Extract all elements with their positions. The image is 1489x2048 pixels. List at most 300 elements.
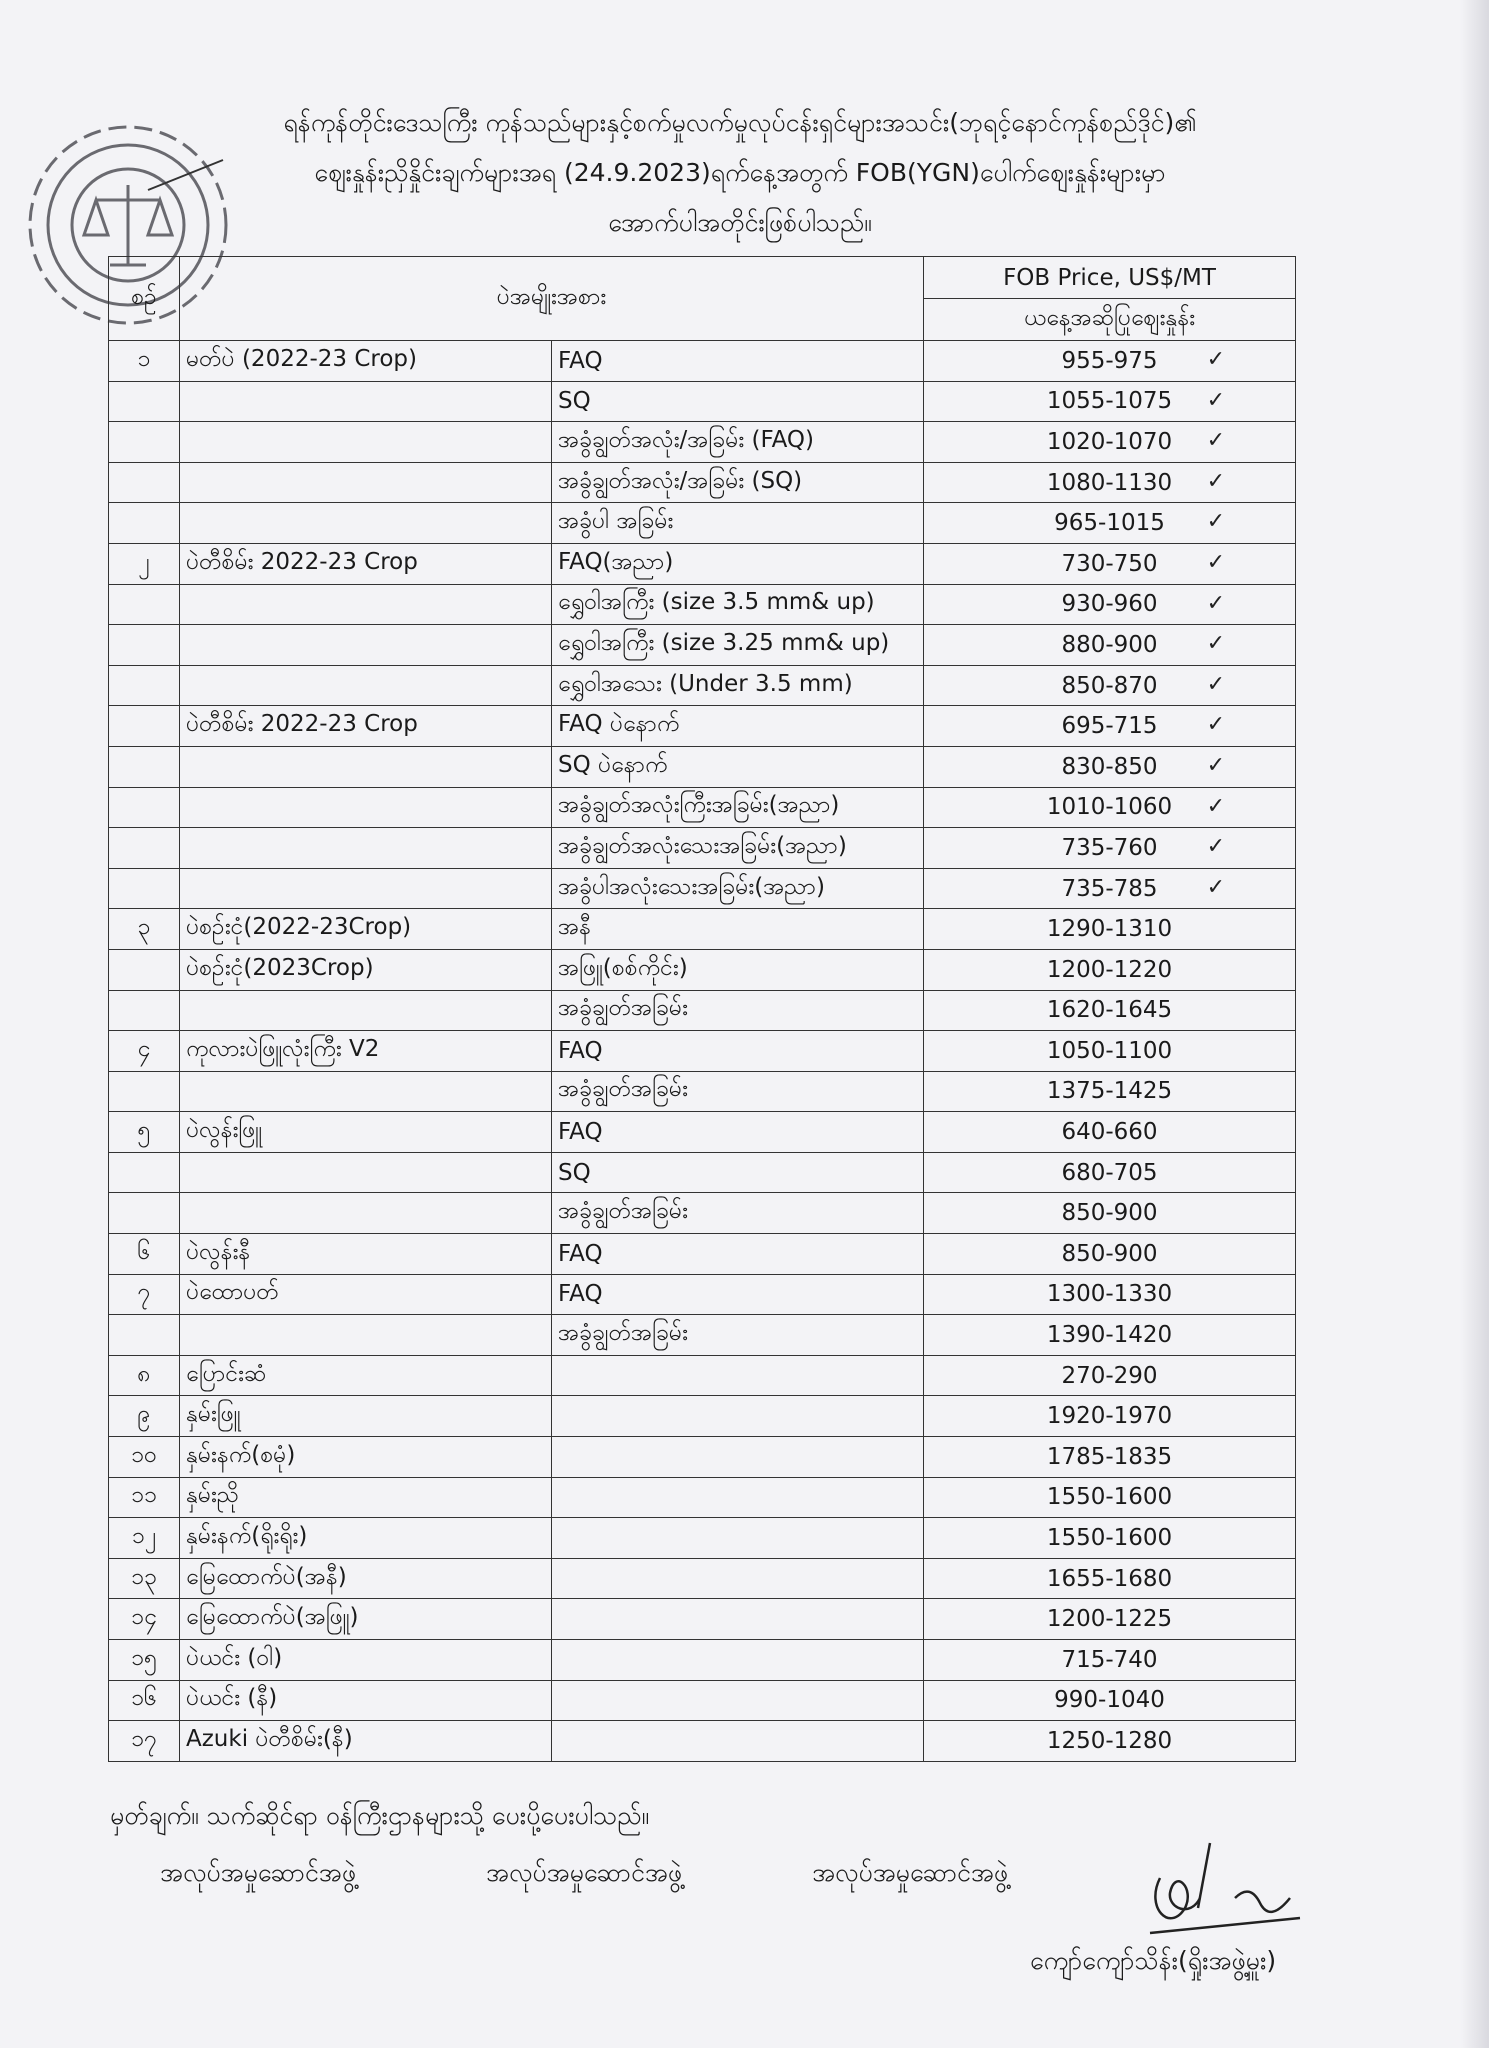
item-price-text: 1055-1075: [1046, 388, 1173, 415]
row-number: [109, 1437, 180, 1478]
item-grade-text: FAQ ပဲနောက်: [558, 711, 680, 738]
item-name: [180, 1558, 552, 1599]
item-grade-text: အခွံချွတ်အလုံးကြီးအခြမ်း(အညာ): [558, 792, 840, 819]
table-row: [109, 1315, 1296, 1356]
row-number: [109, 1274, 180, 1315]
item-grade: [552, 746, 924, 787]
item-grade-text: SQ: [558, 388, 591, 415]
item-price-text: 735-785: [1061, 875, 1158, 902]
handwritten-signature: [1140, 1838, 1310, 1958]
row-number: [109, 665, 180, 706]
item-price-text: 955-975: [1061, 347, 1158, 374]
row-number: [109, 543, 180, 584]
document-header: [150, 98, 1330, 248]
table-row: [109, 990, 1296, 1031]
item-price: [924, 625, 1296, 666]
item-grade: [552, 1680, 924, 1721]
row-number: [109, 1721, 180, 1762]
table-row: [109, 341, 1296, 382]
row-number: [109, 1599, 180, 1640]
row-number: [109, 1315, 180, 1356]
col-price-subheader: ယနေ့အဆိုပြုဈေးနှုန်း: [924, 299, 1296, 341]
item-price-text: 680-705: [1061, 1159, 1158, 1186]
item-grade: [552, 1437, 924, 1478]
item-name-text: ပဲလွန်းဖြူ: [186, 1117, 263, 1144]
row-number: [109, 1518, 180, 1559]
item-price-text: 850-900: [1061, 1240, 1158, 1267]
table-row: [109, 828, 1296, 869]
item-name: [180, 584, 552, 625]
row-number: [109, 1031, 180, 1072]
item-grade-text: ရွှေဝါအကြီး (size 3.25 mm& up): [558, 629, 890, 656]
item-name: [180, 909, 552, 950]
item-name: [180, 1315, 552, 1356]
item-grade-text: အခွံချွတ်အခြမ်း: [558, 1198, 688, 1225]
item-price-text: 1010-1060: [1046, 794, 1173, 821]
item-price-text: 1050-1100: [1046, 1037, 1173, 1064]
item-price: [924, 746, 1296, 787]
row-number: [109, 868, 180, 909]
item-grade-text: SQ ပဲနောက်: [558, 751, 668, 778]
table-row: [109, 1721, 1296, 1762]
row-number-text: ၁၅: [131, 1644, 157, 1671]
item-grade: [552, 1396, 924, 1437]
row-number: [109, 584, 180, 625]
item-name: [180, 381, 552, 422]
row-number-text: ၆: [137, 1238, 151, 1265]
item-name-text: နှမ်းညို: [186, 1482, 240, 1509]
item-price-text: 715-740: [1061, 1646, 1158, 1673]
signer-name: ကျော်ကျော်သိန်း(ရှိုးအဖွဲ့မှူး): [1030, 1946, 1277, 1975]
table-row: [109, 1234, 1296, 1275]
item-grade-text: FAQ: [558, 1119, 603, 1146]
item-name: [180, 625, 552, 666]
item-grade: [552, 1274, 924, 1315]
col-item-header: ပဲအမျိုးအစား: [180, 257, 924, 341]
row-number-text: ၅: [137, 1117, 151, 1144]
item-price: [924, 1721, 1296, 1762]
table-row: [109, 543, 1296, 584]
row-number-text: ၁၄: [131, 1604, 157, 1631]
check-mark-icon: ✓: [1206, 590, 1225, 616]
item-grade: [552, 1031, 924, 1072]
table-row: [109, 503, 1296, 544]
item-price: [924, 1031, 1296, 1072]
item-price-text: 730-750: [1061, 550, 1158, 577]
check-mark-icon: ✓: [1206, 793, 1225, 819]
row-number: [109, 1477, 180, 1518]
item-name: [180, 1071, 552, 1112]
item-grade: [552, 949, 924, 990]
item-price: [924, 584, 1296, 625]
item-grade: [552, 381, 924, 422]
item-price: [924, 1558, 1296, 1599]
item-price: [924, 828, 1296, 869]
item-name: [180, 1193, 552, 1234]
check-mark-icon: ✓: [1206, 387, 1225, 413]
item-price-text: 1250-1280: [1046, 1727, 1173, 1754]
row-number: [109, 422, 180, 463]
item-name-text: ပဲထောပတ်: [186, 1279, 279, 1306]
item-grade: [552, 868, 924, 909]
table-row: [109, 625, 1296, 666]
item-price-text: 1390-1420: [1046, 1322, 1173, 1349]
item-price-text: 1550-1600: [1046, 1525, 1173, 1552]
item-price-text: 640-660: [1061, 1119, 1158, 1146]
row-number: [109, 1558, 180, 1599]
item-grade: [552, 462, 924, 503]
item-grade-text: အဖြူ(စစ်ကိုင်း): [558, 954, 688, 981]
item-price: [924, 503, 1296, 544]
item-grade-text: အခွံချွတ်အလုံးသေးအခြမ်း(အညာ): [558, 832, 847, 859]
row-number: [109, 1680, 180, 1721]
row-number: [109, 1355, 180, 1396]
item-name-text: ကုလားပဲဖြူလုံးကြီး V2: [186, 1035, 380, 1062]
table-row: [109, 706, 1296, 747]
table-row: [109, 1599, 1296, 1640]
item-price: [924, 381, 1296, 422]
row-number: [109, 1396, 180, 1437]
item-price: [924, 422, 1296, 463]
item-name-text: Azuki ပဲတီစိမ်း(နီ): [186, 1725, 353, 1752]
table-row: [109, 1193, 1296, 1234]
table-row: [109, 665, 1296, 706]
header-line-1: ရန်ကုန်တိုင်းဒေသကြီး ကုန်သည်များနှင့်စက်မှုလက်မှုလုပ်ငန်းရှင်များအသင်း(ဘုရင့်နောင်ကုန်စည်ဒိုင်)၏: [283, 108, 1197, 137]
table-row: [109, 1274, 1296, 1315]
item-name-text: ပဲယင်း (နီ): [186, 1685, 278, 1712]
item-price: [924, 990, 1296, 1031]
row-number: [109, 828, 180, 869]
row-number: [109, 1193, 180, 1234]
item-price-text: 1200-1225: [1046, 1606, 1173, 1633]
item-grade: [552, 1152, 924, 1193]
item-grade-text: FAQ: [558, 1240, 603, 1267]
item-grade: [552, 706, 924, 747]
table-row: [109, 1152, 1296, 1193]
item-grade-text: FAQ(အညာ): [558, 548, 674, 575]
table-row: [109, 909, 1296, 950]
item-price-text: 1375-1425: [1046, 1078, 1173, 1105]
price-table: [108, 256, 1296, 1762]
row-number-text: ၁၂: [131, 1523, 157, 1550]
row-number: [109, 462, 180, 503]
item-price: [924, 1355, 1296, 1396]
table-row: [109, 1477, 1296, 1518]
table-row: [109, 1396, 1296, 1437]
check-mark-icon: ✓: [1206, 752, 1225, 778]
item-name: [180, 1518, 552, 1559]
item-grade: [552, 543, 924, 584]
check-mark-icon: ✓: [1206, 428, 1225, 454]
row-number-text: ၇: [137, 1279, 151, 1306]
item-price: [924, 1680, 1296, 1721]
item-price-text: 850-870: [1061, 672, 1158, 699]
item-name: [180, 1274, 552, 1315]
item-price: [924, 1234, 1296, 1275]
item-name-text: ပဲတီစိမ်း 2022-23 Crop: [186, 711, 418, 738]
item-name: [180, 1152, 552, 1193]
item-grade: [552, 828, 924, 869]
item-grade-text: အခွံချွတ်အခြမ်း: [558, 1076, 688, 1103]
item-grade: [552, 1599, 924, 1640]
col-price-header: FOB Price, US$/MT: [924, 257, 1296, 299]
row-number: [109, 787, 180, 828]
item-name: [180, 1396, 552, 1437]
table-row: [109, 1518, 1296, 1559]
item-price-text: 990-1040: [1054, 1687, 1165, 1714]
item-name-text: နှမ်းနက်(ရိုးရိုး): [186, 1523, 308, 1550]
item-price: [924, 1437, 1296, 1478]
item-price: [924, 1112, 1296, 1153]
item-name: [180, 422, 552, 463]
table-row: [109, 1680, 1296, 1721]
item-name: [180, 1599, 552, 1640]
row-number-text: ၈: [137, 1360, 151, 1387]
item-grade: [552, 665, 924, 706]
table-row: [109, 1071, 1296, 1112]
item-grade-text: အနီ: [558, 914, 592, 941]
item-name-text: မြေထောက်ပဲ(အနီ): [186, 1563, 347, 1590]
item-grade-text: အခွံချွတ်အလုံး/အခြမ်း (FAQ): [558, 426, 814, 453]
row-number: [109, 1112, 180, 1153]
item-name: [180, 1477, 552, 1518]
item-grade: [552, 625, 924, 666]
item-price-text: 965-1015: [1054, 510, 1165, 537]
item-price: [924, 1640, 1296, 1681]
check-mark-icon: ✓: [1206, 549, 1225, 575]
item-price: [924, 1315, 1296, 1356]
signatory-2: အလုပ်အမှုဆောင်အဖွဲ့: [486, 1858, 683, 1887]
item-price: [924, 868, 1296, 909]
row-number-text: ၂: [138, 548, 150, 575]
item-name: [180, 706, 552, 747]
item-name: [180, 1234, 552, 1275]
table-row: [109, 1640, 1296, 1681]
table-row: [109, 868, 1296, 909]
item-name: [180, 1640, 552, 1681]
item-name: [180, 1031, 552, 1072]
item-name: [180, 949, 552, 990]
item-grade: [552, 1193, 924, 1234]
item-price: [924, 1599, 1296, 1640]
item-grade-text: SQ: [558, 1159, 591, 1186]
item-price-text: 1300-1330: [1046, 1281, 1173, 1308]
item-price: [924, 665, 1296, 706]
row-number-text: ၁၀: [131, 1441, 157, 1468]
item-price-text: 1020-1070: [1046, 428, 1173, 455]
check-mark-icon: ✓: [1206, 468, 1225, 494]
table-row: [109, 746, 1296, 787]
row-number: [109, 909, 180, 950]
table-row: [109, 381, 1296, 422]
signatory-1: အလုပ်အမှုဆောင်အဖွဲ့: [160, 1858, 357, 1887]
item-price-text: 1080-1130: [1046, 469, 1173, 496]
item-grade-text: အခွံချွတ်အလုံး/အခြမ်း (SQ): [558, 467, 803, 494]
check-mark-icon: ✓: [1206, 671, 1225, 697]
row-number-text: ၃: [137, 914, 151, 941]
item-price-text: 1620-1645: [1046, 997, 1173, 1024]
item-name: [180, 1355, 552, 1396]
table-row: [109, 1558, 1296, 1599]
table-row: [109, 584, 1296, 625]
item-price-text: 695-715: [1061, 713, 1158, 740]
check-mark-icon: ✓: [1206, 712, 1225, 738]
item-name: [180, 746, 552, 787]
item-price: [924, 462, 1296, 503]
item-name-text: မတ်ပဲ (2022-23 Crop): [186, 345, 417, 372]
check-mark-icon: ✓: [1206, 509, 1225, 535]
item-price-text: 735-760: [1061, 834, 1158, 861]
check-mark-icon: ✓: [1206, 631, 1225, 657]
row-number: [109, 1071, 180, 1112]
row-number: [109, 625, 180, 666]
item-grade: [552, 1477, 924, 1518]
table-row: [109, 1437, 1296, 1478]
item-grade: [552, 1071, 924, 1112]
row-number: [109, 1152, 180, 1193]
check-mark-icon: ✓: [1206, 874, 1225, 900]
item-price: [924, 1193, 1296, 1234]
check-mark-icon: ✓: [1206, 347, 1225, 372]
table-row: [109, 1031, 1296, 1072]
table-row: [109, 787, 1296, 828]
item-name: [180, 462, 552, 503]
item-grade: [552, 990, 924, 1031]
item-price-text: 1655-1680: [1046, 1565, 1173, 1592]
item-grade-text: ရွှေဝါအကြီး (size 3.5 mm& up): [558, 589, 875, 616]
item-name: [180, 543, 552, 584]
item-grade: [552, 503, 924, 544]
item-name: [180, 1112, 552, 1153]
table-row: [109, 462, 1296, 503]
item-price: [924, 1071, 1296, 1112]
item-name-text: ပဲစဉ်းငုံ(2023Crop): [186, 954, 374, 981]
row-number: [109, 746, 180, 787]
item-price-text: 930-960: [1061, 591, 1158, 618]
item-name: [180, 341, 552, 382]
check-mark-icon: ✓: [1206, 834, 1225, 860]
item-price-text: 830-850: [1061, 753, 1158, 780]
item-price-text: 1200-1220: [1046, 956, 1173, 983]
table-row: [109, 1112, 1296, 1153]
item-price-text: 1920-1970: [1046, 1403, 1173, 1430]
item-price: [924, 1152, 1296, 1193]
row-number: [109, 990, 180, 1031]
item-grade-text: FAQ: [558, 1037, 603, 1064]
footer-note: မှတ်ချက်။ သက်ဆိုင်ရာ ဝန်ကြီးဌာနများသို့ ပေးပို့ပေးပါသည်။: [110, 1801, 650, 1830]
item-name-text: နှမ်းဖြူ: [186, 1401, 241, 1428]
item-grade: [552, 1721, 924, 1762]
scan-edge: [1461, 0, 1489, 2048]
row-number-text: ၄: [137, 1035, 151, 1062]
item-grade: [552, 1518, 924, 1559]
row-number-text: ၁၁: [131, 1482, 157, 1509]
item-grade: [552, 1640, 924, 1681]
item-price: [924, 1518, 1296, 1559]
item-price-text: 880-900: [1061, 631, 1158, 658]
item-name: [180, 990, 552, 1031]
row-number-text: ၁၇: [131, 1725, 157, 1752]
item-name-text: ပဲလွန်းနီ: [186, 1238, 251, 1265]
item-grade-text: အခွံချွတ်အခြမ်း: [558, 995, 688, 1022]
item-grade: [552, 909, 924, 950]
table-row: [109, 1355, 1296, 1396]
item-name: [180, 1437, 552, 1478]
item-name-text: ပဲတီစိမ်း 2022-23 Crop: [186, 548, 418, 575]
item-grade-text: ရွှေဝါအသေး (Under 3.5 mm): [558, 670, 853, 697]
item-name: [180, 828, 552, 869]
row-number-text: ၉: [137, 1401, 151, 1428]
item-price: [924, 706, 1296, 747]
item-grade: [552, 1315, 924, 1356]
item-price: [924, 1274, 1296, 1315]
item-price: [924, 543, 1296, 584]
signature-row: [110, 1857, 1310, 1894]
row-number: [109, 1640, 180, 1681]
item-price: [924, 1477, 1296, 1518]
item-grade: [552, 1355, 924, 1396]
item-grade-text: FAQ: [558, 1281, 603, 1308]
item-name-text: မြေထောက်ပဲ(အဖြူ): [186, 1604, 359, 1631]
item-name-text: နှမ်းနက်(စမုံ): [186, 1441, 296, 1468]
row-number-text: ၁၆: [131, 1685, 157, 1712]
row-number: [109, 706, 180, 747]
item-grade: [552, 584, 924, 625]
header-line-3: အောက်ပါအတိုင်းဖြစ်ပါသည်။: [608, 208, 872, 237]
document-footer: [110, 1800, 1310, 1975]
item-name: [180, 787, 552, 828]
item-price-text: 1550-1600: [1046, 1484, 1173, 1511]
row-number: [109, 341, 180, 382]
table-row: [109, 422, 1296, 463]
row-number: [109, 949, 180, 990]
header-line-2: ဈေးနှုန်းညှိနှိုင်းချက်များအရ (24.9.2023)ရက်နေ့အတွက် FOB(YGN)ပေါက်ဈေးနှုန်းများမှာ: [314, 158, 1166, 187]
item-name: [180, 503, 552, 544]
item-name: [180, 1680, 552, 1721]
item-grade-text: အခွံပါ အခြမ်း: [558, 508, 674, 535]
row-number-text: ၁: [137, 345, 151, 372]
signatory-3: အလုပ်အမှုဆောင်အဖွဲ့: [812, 1858, 1009, 1887]
row-number: [109, 1234, 180, 1275]
item-grade: [552, 1112, 924, 1153]
row-number: [109, 503, 180, 544]
item-name: [180, 1721, 552, 1762]
item-name-text: ပြောင်းဆံ: [186, 1360, 267, 1387]
item-grade-text: အခွံချွတ်အခြမ်း: [558, 1320, 688, 1347]
item-price: [924, 1396, 1296, 1437]
item-price-text: 1785-1835: [1046, 1443, 1173, 1470]
item-name-text: ပဲစဉ်းငုံ(2022-23Crop): [186, 914, 412, 941]
row-number-text: ၁၃: [131, 1563, 157, 1590]
item-grade: [552, 1234, 924, 1275]
col-no-header: စဉ်: [109, 257, 180, 341]
item-price: [924, 787, 1296, 828]
table-row: [109, 949, 1296, 990]
item-grade: [552, 787, 924, 828]
item-grade-text: FAQ: [558, 347, 603, 374]
item-price-text: 270-290: [1061, 1362, 1158, 1389]
item-grade: [552, 1558, 924, 1599]
item-name: [180, 868, 552, 909]
item-grade: [552, 341, 924, 382]
item-price: [924, 341, 1296, 382]
item-name: [180, 665, 552, 706]
item-price-text: 850-900: [1061, 1200, 1158, 1227]
item-price: [924, 949, 1296, 990]
item-name-text: ပဲယင်း (ဝါ): [186, 1644, 283, 1671]
item-price-text: 1290-1310: [1046, 916, 1173, 943]
row-number: [109, 381, 180, 422]
